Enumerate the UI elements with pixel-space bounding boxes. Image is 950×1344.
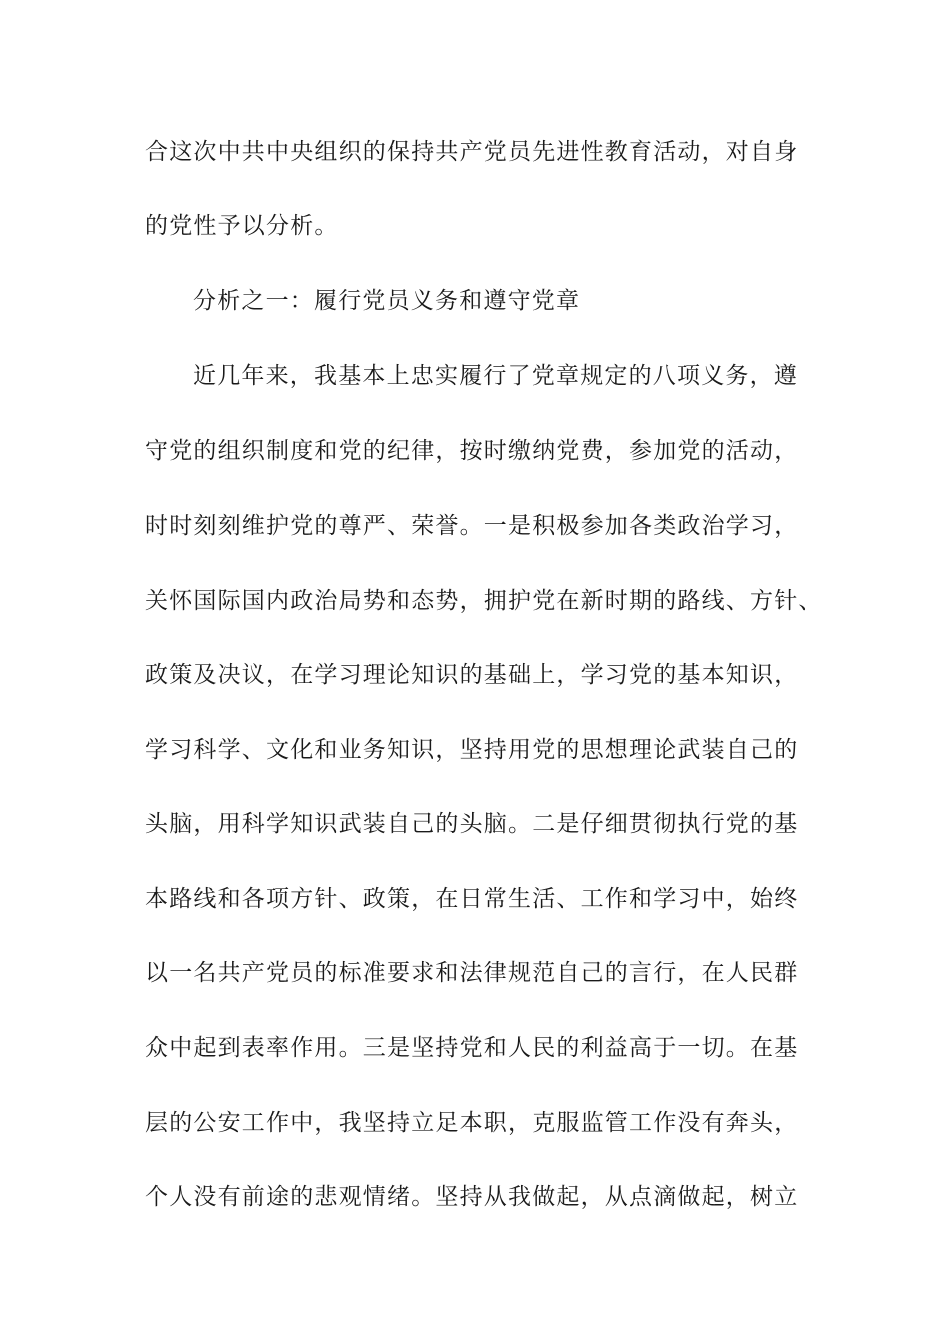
text-line: 层的公安工作中，我坚持立足本职，克服监管工作没有奔头，: [145, 1110, 799, 1136]
text-line: 以一名共产党员的标准要求和法律规范自己的言行，在人民群: [145, 960, 799, 986]
text-line: 的党性予以分析。: [145, 213, 339, 239]
text-line: 时时刻刻维护党的尊严、荣誉。一是积极参加各类政治学习，: [145, 513, 799, 539]
text-line: 头脑，用科学知识武装自己的头脑。二是仔细贯彻执行党的基: [145, 811, 799, 837]
text-line: 政策及决议，在学习理论知识的基础上，学习党的基本知识，: [145, 662, 799, 688]
text-line: 学习科学、文化和业务知识，坚持用党的思想理论武装自己的: [145, 737, 799, 763]
text-line: 关怀国际国内政治局势和态势，拥护党在新时期的路线、方针、: [145, 588, 823, 614]
paragraph-first-line: 近几年来，我基本上忠实履行了党章规定的八项义务，遵: [193, 363, 798, 389]
text-line: 本路线和各项方针、政策，在日常生活、工作和学习中，始终: [145, 886, 799, 912]
text-line: 守党的组织制度和党的纪律，按时缴纳党费，参加党的活动，: [145, 438, 799, 464]
text-line: 众中起到表率作用。三是坚持党和人民的利益高于一切。在基: [145, 1035, 799, 1061]
text-line: 个人没有前途的悲观情绪。坚持从我做起，从点滴做起，树立: [145, 1184, 799, 1210]
section-heading: 分析之一：履行党员义务和遵守党章: [193, 288, 581, 314]
text-line: 合这次中共中央组织的保持共产党员先进性教育活动，对自身: [145, 139, 799, 165]
